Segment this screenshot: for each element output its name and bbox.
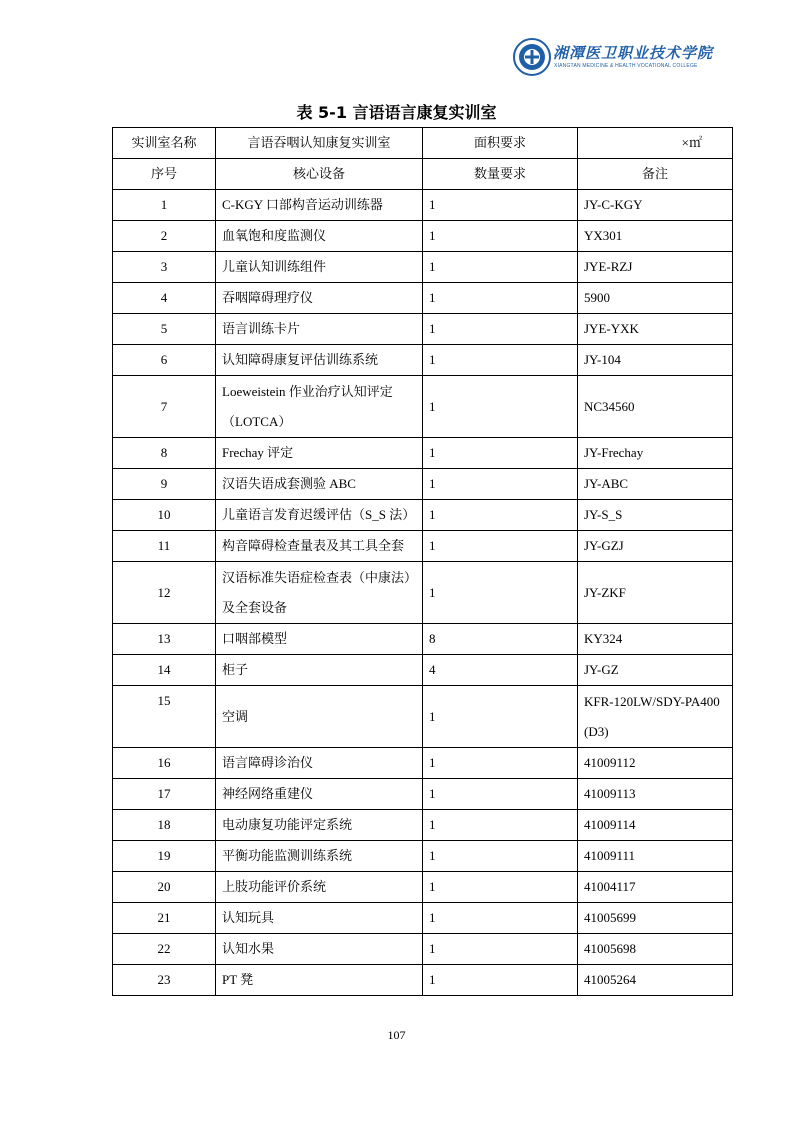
remark-line1: KFR-120LW/SDY-PA400 (584, 693, 720, 709)
remark: JY-GZ (578, 655, 733, 686)
area-label: 面积要求 (423, 128, 578, 159)
remark: 41005264 (578, 965, 733, 996)
device-name: 空调 (216, 686, 423, 748)
device-name: 上肢功能评价系统 (216, 872, 423, 903)
device-name: 吞咽障碍理疗仪 (216, 283, 423, 314)
quantity: 1 (423, 934, 578, 965)
table-row (113, 686, 733, 748)
remark: JY-Frechay (578, 438, 733, 469)
device-name-line1: 汉语标准失语症检查表（中康法） (222, 569, 418, 585)
table-row (113, 934, 733, 965)
device-name: 柜子 (216, 655, 423, 686)
device-name: 语言训练卡片 (216, 314, 423, 345)
table-row (113, 624, 733, 655)
remark: 5900 (578, 283, 733, 314)
table-row (113, 469, 733, 500)
school-logo (513, 38, 714, 80)
table-row (113, 314, 733, 345)
row-number: 7 (113, 376, 216, 438)
table-row (113, 500, 733, 531)
device-name: 神经网络重建仪 (216, 779, 423, 810)
row-number: 4 (113, 283, 216, 314)
table-row (113, 252, 733, 283)
remark-line2: (D3) (584, 723, 609, 739)
remark: JYE-RZJ (578, 252, 733, 283)
table-header-row (113, 159, 733, 190)
remark: JY-ZKF (578, 562, 733, 624)
device-name: 儿童语言发育迟缓评估（S_S 法） (216, 500, 423, 531)
table-caption: 表 5-1 言语语言康复实训室 (296, 103, 497, 122)
col-remark-header: 备注 (578, 159, 733, 190)
device-name: 认知水果 (216, 934, 423, 965)
quantity: 1 (423, 469, 578, 500)
quantity: 1 (423, 314, 578, 345)
quantity: 1 (423, 872, 578, 903)
remark: JY-S_S (578, 500, 733, 531)
device-name: 电动康复功能评定系统 (216, 810, 423, 841)
device-name (216, 562, 423, 624)
room-name: 言语吞咽认知康复实训室 (216, 128, 423, 159)
school-emblem-icon (513, 38, 551, 76)
quantity: 1 (423, 903, 578, 934)
device-name: 口咽部模型 (216, 624, 423, 655)
device-name: 语言障碍诊治仪 (216, 748, 423, 779)
table-row (113, 190, 733, 221)
row-number: 6 (113, 345, 216, 376)
table-row (113, 283, 733, 314)
row-number: 10 (113, 500, 216, 531)
quantity: 1 (423, 779, 578, 810)
remark: 41005698 (578, 934, 733, 965)
device-name: 血氧饱和度监测仪 (216, 221, 423, 252)
room-label: 实训室名称 (113, 128, 216, 159)
device-name: C-KGY 口部构音运动训练器 (216, 190, 423, 221)
row-number: 21 (113, 903, 216, 934)
remark: NC34560 (578, 376, 733, 438)
row-number: 20 (113, 872, 216, 903)
quantity: 1 (423, 252, 578, 283)
quantity: 8 (423, 624, 578, 655)
table-row (113, 903, 733, 934)
table-row (113, 562, 733, 624)
quantity: 1 (423, 345, 578, 376)
device-name: 汉语失语成套测验 ABC (216, 469, 423, 500)
row-number: 5 (113, 314, 216, 345)
table-row (113, 748, 733, 779)
table-row (113, 376, 733, 438)
col-device-header: 核心设备 (216, 159, 423, 190)
quantity: 1 (423, 221, 578, 252)
quantity: 1 (423, 841, 578, 872)
quantity: 4 (423, 655, 578, 686)
remark: KY324 (578, 624, 733, 655)
quantity: 1 (423, 283, 578, 314)
row-number: 13 (113, 624, 216, 655)
remark: JYE-YXK (578, 314, 733, 345)
quantity: 1 (423, 965, 578, 996)
equipment-table (112, 127, 733, 996)
table-row (113, 221, 733, 252)
remark: JY-C-KGY (578, 190, 733, 221)
remark (578, 686, 733, 748)
device-name-line1: Loeweistein 作业治疗认知评定 (222, 383, 393, 399)
page-number: 107 (387, 1028, 406, 1042)
table-row (113, 841, 733, 872)
row-number: 1 (113, 190, 216, 221)
row-number: 8 (113, 438, 216, 469)
remark: 41009111 (578, 841, 733, 872)
school-name-en: XIANGTAN MEDICINE & HEALTH VOCATIONAL COLLEGE (554, 63, 698, 69)
row-number: 17 (113, 779, 216, 810)
remark: YX301 (578, 221, 733, 252)
quantity: 1 (423, 531, 578, 562)
row-number: 15 (113, 686, 216, 748)
remark: 41009114 (578, 810, 733, 841)
quantity: 1 (423, 562, 578, 624)
table-row (113, 438, 733, 469)
area-unit: ×㎡ (578, 128, 733, 159)
row-number: 3 (113, 252, 216, 283)
quantity: 1 (423, 500, 578, 531)
quantity: 1 (423, 376, 578, 438)
row-number: 23 (113, 965, 216, 996)
row-number: 18 (113, 810, 216, 841)
device-name: 认知障碍康复评估训练系统 (216, 345, 423, 376)
quantity: 1 (423, 748, 578, 779)
col-qty-header: 数量要求 (423, 159, 578, 190)
table-row (113, 965, 733, 996)
table-row (113, 779, 733, 810)
device-name (216, 376, 423, 438)
device-name: 平衡功能监测训练系统 (216, 841, 423, 872)
device-name-line2: （LOTCA） (222, 413, 292, 429)
remark: 41004117 (578, 872, 733, 903)
device-name: Frechay 评定 (216, 438, 423, 469)
row-number: 19 (113, 841, 216, 872)
row-number: 14 (113, 655, 216, 686)
table-row (113, 655, 733, 686)
row-number: 22 (113, 934, 216, 965)
device-name: PT 凳 (216, 965, 423, 996)
school-name-cn: 湘潭医卫职业技术学院 (553, 44, 714, 62)
table-row-room (113, 128, 733, 159)
device-name: 儿童认知训练组件 (216, 252, 423, 283)
table-row (113, 345, 733, 376)
row-number: 9 (113, 469, 216, 500)
remark: JY-104 (578, 345, 733, 376)
remark: 41005699 (578, 903, 733, 934)
table-row (113, 810, 733, 841)
row-number: 12 (113, 562, 216, 624)
remark: JY-ABC (578, 469, 733, 500)
device-name: 构音障碍检查量表及其工具全套 (216, 531, 423, 562)
col-no-header: 序号 (113, 159, 216, 190)
quantity: 1 (423, 686, 578, 748)
quantity: 1 (423, 438, 578, 469)
remark: 41009113 (578, 779, 733, 810)
table-row (113, 531, 733, 562)
row-number: 2 (113, 221, 216, 252)
quantity: 1 (423, 810, 578, 841)
quantity: 1 (423, 190, 578, 221)
device-name: 认知玩具 (216, 903, 423, 934)
row-number: 11 (113, 531, 216, 562)
row-number: 16 (113, 748, 216, 779)
remark: JY-GZJ (578, 531, 733, 562)
table-row (113, 872, 733, 903)
remark: 41009112 (578, 748, 733, 779)
device-name-line2: 及全套设备 (222, 599, 288, 615)
